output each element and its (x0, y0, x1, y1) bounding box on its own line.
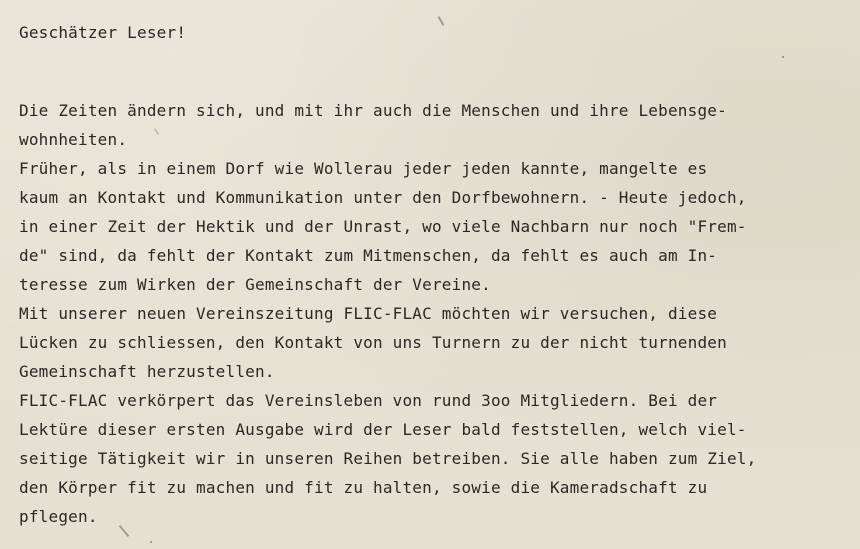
text-line: Lektüre dieser ersten Ausgabe wird der Leser bald feststellen, welch viel- (19, 420, 747, 439)
text-line: Die Zeiten ändern sich, und mit ihr auch die Menschen und ihre Lebensge- (19, 101, 727, 120)
text-line: den Körper fit zu machen und fit zu halten, sowie die Kameradschaft zu (19, 478, 708, 497)
paper-speck (150, 541, 152, 543)
text-line: Gemeinschaft herzustellen. (19, 362, 275, 381)
text-line: in einer Zeit der Hektik und der Unrast, wo viele Nachbarn nur noch "Frem- (19, 217, 747, 236)
paragraph-gap (19, 47, 849, 96)
text-line: seitige Tätigkeit wir in unseren Reihen betreiben. Sie alle haben zum Ziel, (19, 449, 757, 468)
text-line: Mit unserer neuen Vereinszeitung FLIC-FLAC möchten wir versuchen, diese (19, 304, 718, 323)
text-line: Früher, als in einem Dorf wie Wollerau jeder jeden kannte, mangelte es (19, 159, 708, 178)
text-line: FLIC-FLAC verkörpert das Vereinsleben von rund 3oo Mitgliedern. Bei der (19, 391, 718, 410)
text-line: teresse zum Wirken der Gemeinschaft der Vereine. (19, 275, 491, 294)
text-line: Lücken zu schliessen, den Kontakt von uns Turnern zu der nicht turnenden (19, 333, 727, 352)
letter-text (19, 18, 849, 531)
text-line: kaum an Kontakt und Kommunikation unter den Dorfbewohnern. - Heute jedoch, (19, 188, 747, 207)
text-line: wohnheiten. (19, 130, 128, 149)
text-line: pflegen. (19, 507, 98, 526)
text-line: de" sind, da fehlt der Kontakt zum Mitmenschen, da fehlt es auch am In- (19, 246, 718, 265)
salutation: Geschätzer Leser! (19, 23, 187, 42)
